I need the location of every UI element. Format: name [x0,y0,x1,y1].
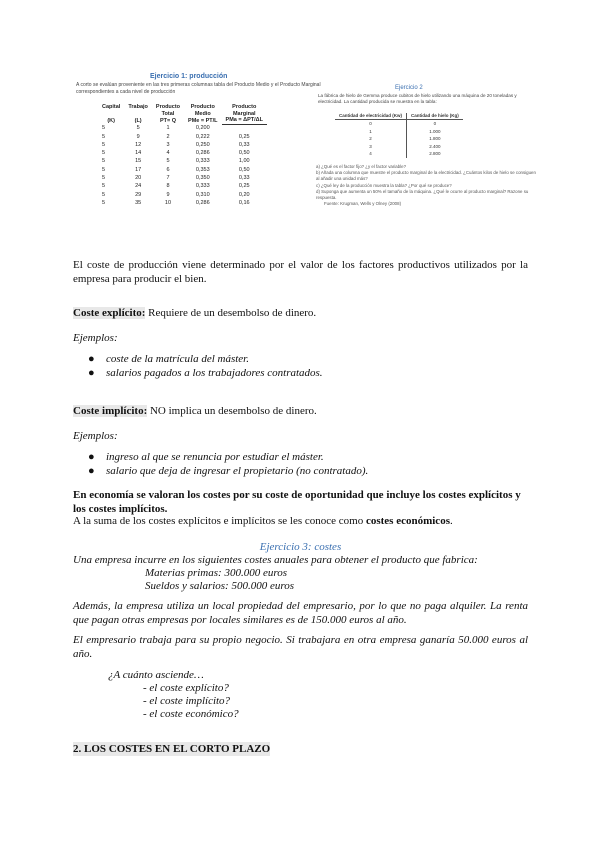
table-header-cell [124,111,152,118]
hielo-header-electricidad: Cantidad de electricidad (Kw) [335,113,407,120]
coste-implicito-line [73,404,317,418]
table-header-cell: Producto [155,104,181,110]
table-row [98,174,267,182]
table-header-cell: Total [161,110,175,117]
table-cell: 5 [102,141,106,148]
table-header-row [98,104,267,111]
table-cell: 2 [335,135,407,143]
table-cell: 20 [135,175,142,182]
table-cell: 5 [102,166,106,173]
coste-explicito-label: Coste explícito: [73,307,146,319]
table-row [98,133,267,141]
table-cell: 0,310 [195,191,210,198]
table-cell: 2.800 [429,151,441,156]
ejercicio2-intro: La fábrica de hielo de Gemma produce cubitos de hielo utilizando una máquina de 20 toneladas y electricidad. La cantidad producida se muestra en la tabla: [318,93,517,105]
table-row [98,149,267,157]
table-cell: 0,33 [238,141,250,148]
table-cell: 5 [102,175,106,182]
table-cell: 0,286 [195,150,210,157]
table-cell: 6 [166,166,170,173]
table-cell: 5 [102,150,106,157]
ejercicio1-title: Ejercicio 1: producción [150,73,228,80]
table-cell: 7 [166,175,170,182]
ejercicio3-paragraph-local: Además, la empresa utiliza un local propiedad del empresario, por lo que no paga alquiler. La renta que pagan otras empresas por locales similares es de 150.000 euros al año. [73,600,528,626]
coste-implicito-text: NO implica un desembolso de dinero. [147,405,317,417]
table-cell: 10 [164,199,172,206]
ejercicio3-q-economico: - el coste económico? [143,708,239,720]
table-header-cell: (L) [134,117,142,124]
table-cell: 2 [166,133,170,140]
table-cell: 5 [102,158,106,165]
explicito-list [88,352,323,380]
table-row [98,182,267,190]
table-header-cell: Capital [102,104,121,110]
table-cell: 5 [102,199,106,206]
list-item: ● ingreso al que se renuncia por estudiar el máster. [88,451,324,463]
table-cell: 5 [102,125,106,132]
ejercicio3-question: ¿A cuánto asciende… [108,669,204,681]
ejercicio3-title: Ejercicio 3: costes [259,541,342,553]
coste-explicito-text: Requiere de un desembolso de dinero. [145,307,317,319]
table-header-cell: PMe = PT/L [188,117,218,124]
table-cell: 0,50 [238,150,250,157]
table-row [335,143,463,151]
ejercicio2-questions [316,164,536,207]
table-cell: 0,50 [238,166,250,173]
table-cell: 0,250 [195,141,210,148]
explicito-ejemplos: Ejemplos: [73,332,118,344]
table-cell: 5 [102,191,106,198]
coste-explicito-line [73,306,316,320]
table-cell: 1 [335,128,407,136]
produccion-table [98,104,267,207]
table-cell: 0,25 [238,183,250,190]
hielo-table [335,113,463,158]
table-cell: 14 [135,150,142,157]
ejercicio1-intro: A corto se evalúan proveniente en las tres primeras columnas tabla del Producto Medio y el Producto Marginal correspondientes a cada nivel de producción [76,82,321,95]
coste-implicito-label: Coste implícito: [73,405,148,417]
table-cell: 0,200 [195,125,210,132]
table-header-cell: Producto [190,104,215,110]
table-cell: 3 [166,141,170,148]
table-header-cell: (K) [107,117,115,124]
table-cell: 9 [166,191,170,198]
table-cell: 12 [135,141,142,148]
table-header-cell: Marginal [232,110,256,117]
table-cell: 0,222 [195,133,210,140]
table-row [98,199,267,207]
bullet-icon: ● [88,367,95,379]
table-cell: 0,33 [238,175,250,182]
table-cell: 1 [166,125,170,132]
table-cell: 35 [135,199,142,206]
table-header-cell: Trabajo [128,104,148,110]
list-item: ● salarios pagados a los trabajadores contratados. [88,367,323,379]
table-cell: 24 [135,183,142,190]
table-header-cell: Medio [194,110,211,117]
table-row [98,157,267,165]
hielo-header-hielo: Cantidad de hielo (Kg) [411,113,459,118]
table-cell: 0,353 [195,166,210,173]
sueldos-salarios: Sueldos y salarios: 500.000 euros [145,580,295,592]
table-cell: 1.800 [429,136,441,141]
table-cell: 0,20 [238,191,250,198]
question-line: c) ¿Qué ley de la producción muestra la tabla? ¿Por qué se produce? [316,182,452,188]
table-cell: 29 [135,191,142,198]
implicito-list [88,450,368,478]
bullet-icon: ● [88,465,95,477]
ejercicio3-paragraph-empresario: El empresario trabaja para su propio negocio. Si trabajara en otra empresa ganaría 50.000 euros al año. [73,634,528,660]
table-cell: 2.400 [429,143,441,149]
ejercicio3-q-implicito: - el coste implícito? [143,695,231,707]
table-cell: 5 [166,158,170,165]
table-row [98,124,267,132]
table-cell: 0,25 [238,133,250,140]
table-cell: 3 [335,143,407,151]
table-row [335,135,463,143]
ejercicio2-title: Ejercicio 2 [395,85,423,91]
table-row [98,166,267,174]
table-cell [222,124,267,132]
implicito-ejemplos: Ejemplos: [73,430,118,442]
intro-paragraph: El coste de producción viene determinado por el valor de los factores productivos utilizados por la empresa para producir el bien. [73,259,528,285]
question-line: Fuente: Krugman, Wells y Olney (2008) [324,201,402,207]
bullet-icon: ● [88,353,95,365]
table-cell: 5 [102,133,106,140]
ejercicio3-q-explicito: - el coste explícito? [143,682,229,694]
section-heading: 2. LOS COSTES EN EL CORTO PLAZO [73,743,271,755]
bullet-icon: ● [88,451,95,463]
question-line: b) Añada una columna que muestre el producto marginal de la electricidad. ¿Cuántos kilos de hielo se consiguen al añadir una unidad más? [316,170,536,182]
table-cell: 5 [102,183,106,190]
table-cell: 0 [335,120,407,128]
table-cell: 17 [135,166,142,173]
table-row [98,191,267,199]
table-cell: 8 [166,183,170,190]
table-header-cell: PMa = ΔPT/ΔL [222,117,267,124]
table-header-row [98,111,267,118]
table-cell: 15 [135,158,142,165]
list-item: ● salario que deja de ingresar el propietario (no contratado). [88,465,369,477]
table-cell: 4 [166,150,170,157]
table-cell: 0 [433,121,437,126]
table-cell: 9 [136,133,140,140]
table-row [335,128,463,136]
table-header-row [98,117,267,124]
table-cell: 5 [136,125,140,132]
question-line: a) ¿Qué es el factor fijo? ¿y el factor variable? [316,164,407,169]
table-cell: 1.000 [429,128,441,134]
question-line: d) Suponga que aumenta un 50% el tamaño de la máquina. ¿Qué le ocurre al producto marginal? Razone su respuesta. [316,188,529,201]
materias-primas: Materias primas: 300.000 euros [145,567,287,579]
table-cell: 0,16 [238,199,250,206]
table-row [98,141,267,149]
list-item: ● coste de la matrícula del máster. [88,353,249,365]
table-header-cell: Producto [232,104,257,110]
table-header-cell: PT= Q [159,117,176,124]
economia-paragraph: En economía se valoran los costes por su coste de oportunidad que incluye los costes explícitos y los costes implícitos. [73,489,521,515]
table-cell: 4 [335,150,407,158]
table-cell: 0,350 [195,175,210,182]
table-cell: 0,333 [195,183,210,190]
table-header-cell [98,111,124,118]
suma-paragraph: A la suma de los costes explícitos e implícitos se les conoce como costes económicos. [73,515,453,527]
ejercicio3-intro: Una empresa incurre en los siguientes costes anuales para obtener el producto que fabrica: [73,554,478,566]
table-cell: 1,00 [238,158,250,165]
table-row [335,120,463,128]
table-cell: 0,286 [195,199,210,206]
table-row [335,150,463,158]
table-cell: 0,333 [195,158,210,165]
